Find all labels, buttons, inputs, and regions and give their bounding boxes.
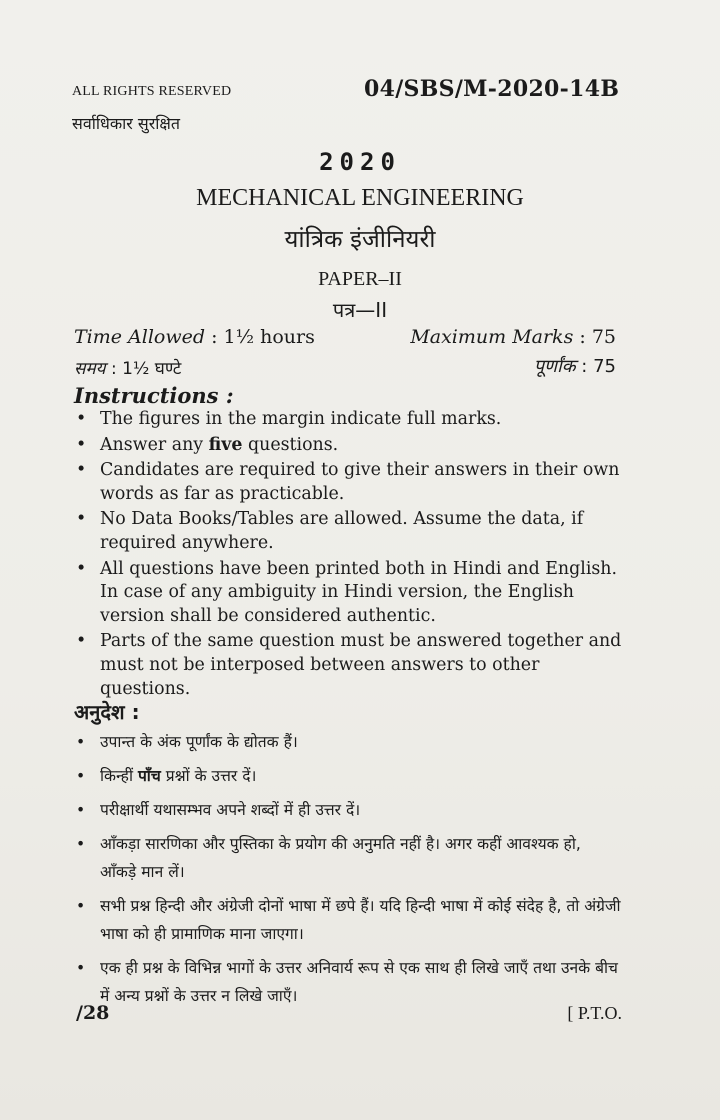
subject-title-en: MECHANICAL ENGINEERING (196, 185, 524, 211)
time-label-en: Time Allowed (74, 326, 206, 348)
please-turn-over: [ P.T.O. (567, 1003, 622, 1023)
instruction-item: • No Data Books/Tables are allowed. Assume the data, if required anywhere. (74, 508, 622, 555)
instruction-emphasis: five (208, 434, 243, 455)
instruction-item-hi: • परीक्षार्थी यथासम्भव अपने शब्दों में ही उत्तर दें। (74, 796, 622, 824)
instruction-item-hi: • आँकड़ा सारणिका और पुस्तिका के प्रयोग की अनुमति नहीं है। अगर कहीं आवश्यक हो, आँकड़े मान लें। (74, 830, 622, 886)
paper-number-hi: पत्र—II (332, 298, 388, 322)
marks-label-en: Maximum Marks (410, 326, 574, 348)
time-label-hi: समय (74, 359, 106, 379)
marks-value-en: : 75 (579, 326, 616, 348)
instruction-text: questions. (242, 434, 339, 455)
paper-code: 04/SBS/M-2020-14B (364, 76, 620, 102)
time-value-hi: : 1½ घण्टे (110, 359, 182, 379)
paper-number-en: PAPER–II (318, 268, 402, 290)
rights-reserved-hi: सर्वाधिकार सुरक्षित (72, 114, 180, 133)
instruction-text: Answer any (100, 434, 209, 455)
instruction-item-hi: • उपान्त के अंक पूर्णांक के द्योतक हैं। (74, 728, 622, 756)
instruction-item-hi: • एक ही प्रश्न के विभिन्न भागों के उत्तर अनिवार्य रूप से एक साथ ही लिखे जाएँ तथा उनके बीच में अन्य प्रश्नों के उत्तर न लिखे जाएँ। (74, 954, 622, 1010)
instructions-list-hi (74, 728, 622, 1016)
marks-label-hi: पूर्णांक (533, 356, 576, 377)
page-count: /28 (76, 1002, 110, 1024)
time-value-en: : 1½ hours (211, 326, 315, 348)
instruction-item-hi: • सभी प्रश्न हिन्दी और अंग्रेजी दोनों भाषा में छपे हैं। यदि हिन्दी भाषा में कोई संदेह है, तो अंग्रेजी भाषा को ही प्रामाणिक माना जाएगा। (74, 892, 622, 948)
instruction-item: • All questions have been printed both in Hindi and English. In case of any ambiguity in Hindi version, the English version shall be considered authentic. (74, 558, 622, 629)
instruction-text: किन्हीं (100, 767, 138, 785)
instruction-item: • Parts of the same question must be answered together and must not be interposed between answers to other questions. (74, 630, 622, 701)
marks-value-hi: : 75 (581, 356, 616, 377)
instruction-item: • The figures in the margin indicate full marks. (74, 408, 622, 432)
instructions-heading-en: Instructions : (74, 383, 234, 408)
time-allowed-hi (74, 356, 181, 379)
instructions-heading-hi: अनुदेश : (74, 700, 140, 724)
instruction-item-hi (74, 762, 622, 790)
max-marks-en (410, 326, 616, 348)
instruction-text: प्रश्नों के उत्तर दें। (160, 767, 257, 785)
time-allowed-en (74, 326, 315, 348)
instruction-emphasis: पाँच (137, 767, 161, 785)
rights-reserved-en: ALL RIGHTS RESERVED (72, 84, 232, 99)
instruction-item (74, 434, 622, 458)
max-marks-hi (534, 354, 616, 378)
exam-year: 2020 (319, 148, 401, 176)
subject-title-hi: यांत्रिक इंजीनियरी (284, 225, 436, 253)
instruction-item: • Candidates are required to give their answers in their own words as far as practicable. (74, 459, 622, 506)
instructions-list-en (74, 408, 622, 703)
